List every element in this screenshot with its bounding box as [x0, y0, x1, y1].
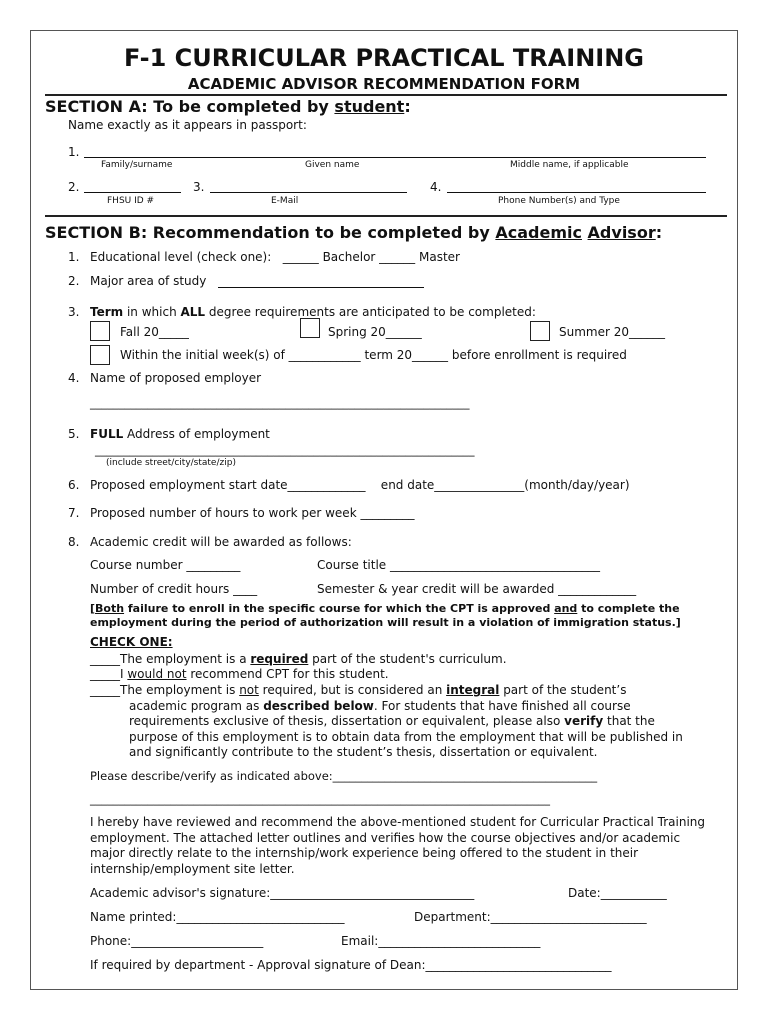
- department-field[interactable]: Department:__________________________: [414, 910, 647, 924]
- section-b-heading-colon: :: [655, 223, 663, 242]
- fall-label: Fall 20_____: [120, 325, 189, 339]
- option-text: recommend CPT for this student.: [186, 667, 389, 681]
- section-b-heading: [45, 223, 662, 242]
- option-text: part of the student’s: [499, 683, 627, 697]
- immigration-warning: [90, 602, 680, 615]
- all-emph: ALL: [180, 305, 206, 319]
- option-text: requirements exclusive of thesis, dissertation or equivalent, please also: [129, 714, 565, 728]
- option-emph: integral: [446, 683, 500, 697]
- option-text: _____The employment is: [90, 683, 240, 697]
- bachelor-option: Bachelor: [322, 250, 376, 264]
- educational-level: [90, 250, 460, 264]
- form-subtitle: ACADEMIC ADVISOR RECOMMENDATION FORM: [187, 75, 581, 93]
- address-text: Address of employment: [123, 427, 270, 441]
- option-integral-line: and significantly contribute to the student’s thesis, dissertation or equivalent.: [129, 745, 598, 759]
- item-number: 8.: [68, 535, 80, 549]
- semester-field[interactable]: Semester & year credit will be awarded _____________: [317, 582, 637, 596]
- section-b-heading-emph: Advisor: [587, 223, 656, 242]
- term-question: [90, 305, 536, 319]
- option-integral-line: purpose of this employment is to obtain data from the employment that will be published in: [129, 730, 683, 744]
- option-text: required, but is considered an: [258, 683, 447, 697]
- option-emph: verify: [564, 714, 604, 728]
- credit-label: Academic credit will be awarded as follows:: [90, 535, 352, 549]
- check-one-heading: CHECK ONE:: [90, 635, 173, 649]
- course-number-field[interactable]: Course number _________: [90, 558, 241, 572]
- item-number: 2.: [68, 274, 80, 288]
- advisor-statement: I hereby have reviewed and recommend the above-mentioned student for Curricular Practical Training employment. The attached letter outlines and verifies how the course objectives and/or academic major directly relate to the internship/work experience being offered to the student in their internship/employment site letter.: [90, 815, 705, 876]
- item-number: 7.: [68, 506, 80, 520]
- item-number: 3.: [193, 180, 205, 194]
- section-rule: [45, 215, 727, 217]
- warning-emph: Both: [95, 602, 125, 615]
- spring-label: Spring 20______: [328, 325, 422, 339]
- fhsu-id-label: FHSU ID #: [107, 196, 155, 206]
- major-field[interactable]: [218, 287, 424, 288]
- item-number: 2.: [68, 180, 80, 194]
- employment-dates[interactable]: Proposed employment start date_____________ end date_______________(month/day/year): [90, 478, 630, 492]
- phone-label: Phone Number(s) and Type: [498, 196, 620, 206]
- warning-text: failure to enroll in the specific course for which the CPT is approved: [124, 602, 555, 615]
- section-b-heading-emph: Academic: [495, 223, 582, 242]
- option-text: that the: [603, 714, 655, 728]
- bachelor-blank[interactable]: ______: [282, 250, 319, 264]
- warning-emph: and: [554, 602, 578, 615]
- master-option: Master: [419, 250, 460, 264]
- address-field[interactable]: __________________________________________________________________: [95, 443, 475, 457]
- option-integral[interactable]: [90, 683, 626, 697]
- option-text: part of the student's curriculum.: [308, 652, 507, 666]
- term-emph: Term: [90, 305, 124, 319]
- course-title-field[interactable]: Course title ___________________________________: [317, 558, 600, 572]
- option-integral-line: [129, 699, 631, 713]
- item-number: 6.: [68, 478, 80, 492]
- item-number: 4.: [430, 180, 442, 194]
- hours-per-week[interactable]: Proposed number of hours to work per week _________: [90, 506, 415, 520]
- form-title: F-1 CURRICULAR PRACTICAL TRAINING: [123, 44, 645, 72]
- given-name-label: Given name: [305, 160, 360, 170]
- phone-field[interactable]: [447, 192, 706, 193]
- section-b-heading-text: SECTION B: Recommendation to be completed by: [45, 223, 496, 242]
- section-a-heading: [45, 97, 411, 116]
- item-number: 3.: [68, 305, 80, 319]
- option-not-recommend[interactable]: [90, 667, 389, 681]
- item-number: 1.: [68, 250, 80, 264]
- option-emph: would not: [127, 667, 187, 681]
- describe-field-line2[interactable]: ________________________________________________________________________________: [90, 792, 550, 806]
- option-text: . For students that have finished all course: [373, 699, 631, 713]
- option-emph: required: [250, 652, 309, 666]
- full-name-field[interactable]: [84, 157, 706, 158]
- major-label: Major area of study: [90, 274, 207, 288]
- item-number: 1.: [68, 145, 80, 159]
- summer-checkbox[interactable]: [530, 321, 550, 341]
- spring-checkbox[interactable]: [300, 318, 320, 338]
- family-name-label: Family/surname: [101, 160, 173, 170]
- employer-label: Name of proposed employer: [90, 371, 262, 385]
- term-text: degree requirements are anticipated to be completed:: [205, 305, 536, 319]
- name-instruction: Name exactly as it appears in passport:: [68, 118, 307, 132]
- address-note: (include street/city/state/zip): [106, 458, 236, 468]
- dean-signature-field[interactable]: If required by department - Approval signature of Dean:_______________________________: [90, 958, 612, 972]
- phone-field-advisor[interactable]: Phone:______________________: [90, 934, 264, 948]
- address-label: [90, 427, 270, 441]
- option-text: _____I: [90, 667, 128, 681]
- within-checkbox[interactable]: [90, 345, 110, 365]
- master-blank[interactable]: ______: [379, 250, 416, 264]
- term-text: in which: [123, 305, 181, 319]
- option-required[interactable]: [90, 652, 507, 666]
- describe-field[interactable]: Please describe/verify as indicated above:______________________________________________: [90, 769, 598, 783]
- option-integral-line: [129, 714, 655, 728]
- item-number: 5.: [68, 427, 80, 441]
- option-emph: not: [239, 683, 259, 697]
- educational-level-label: Educational level (check one):: [90, 250, 272, 264]
- credit-hours-field[interactable]: Number of credit hours ____: [90, 582, 258, 596]
- fall-checkbox[interactable]: [90, 321, 110, 341]
- within-label: Within the initial week(s) of ____________ term 20______ before enrollment is required: [120, 348, 627, 362]
- employer-field[interactable]: __________________________________________________________________: [90, 396, 470, 410]
- section-a-heading-text: SECTION A: To be completed by: [45, 97, 335, 116]
- full-emph: FULL: [90, 427, 124, 441]
- fhsu-id-field[interactable]: [84, 192, 181, 193]
- header-rule: [45, 94, 727, 96]
- summer-label: Summer 20______: [559, 325, 666, 339]
- option-text: academic program as: [129, 699, 264, 713]
- warning-bracket: [: [90, 602, 96, 615]
- option-emph: described below: [263, 699, 374, 713]
- email-label: E-Mail: [271, 196, 299, 206]
- immigration-warning-line2: employment during the period of authorization will result in a violation of immigration status.]: [90, 616, 681, 629]
- email-field[interactable]: [210, 192, 407, 193]
- warning-text: to complete the: [577, 602, 680, 615]
- section-a-heading-colon: :: [404, 97, 411, 116]
- date-field[interactable]: Date:___________: [568, 886, 667, 900]
- option-text: _____The employment is a: [90, 652, 251, 666]
- name-printed-field[interactable]: Name printed:____________________________: [90, 910, 345, 924]
- email-field-advisor[interactable]: Email:___________________________: [341, 934, 541, 948]
- middle-name-label: Middle name, if applicable: [510, 160, 629, 170]
- section-a-heading-emph: student: [334, 97, 405, 116]
- advisor-signature-field[interactable]: Academic advisor's signature:__________________________________: [90, 886, 475, 900]
- item-number: 4.: [68, 371, 80, 385]
